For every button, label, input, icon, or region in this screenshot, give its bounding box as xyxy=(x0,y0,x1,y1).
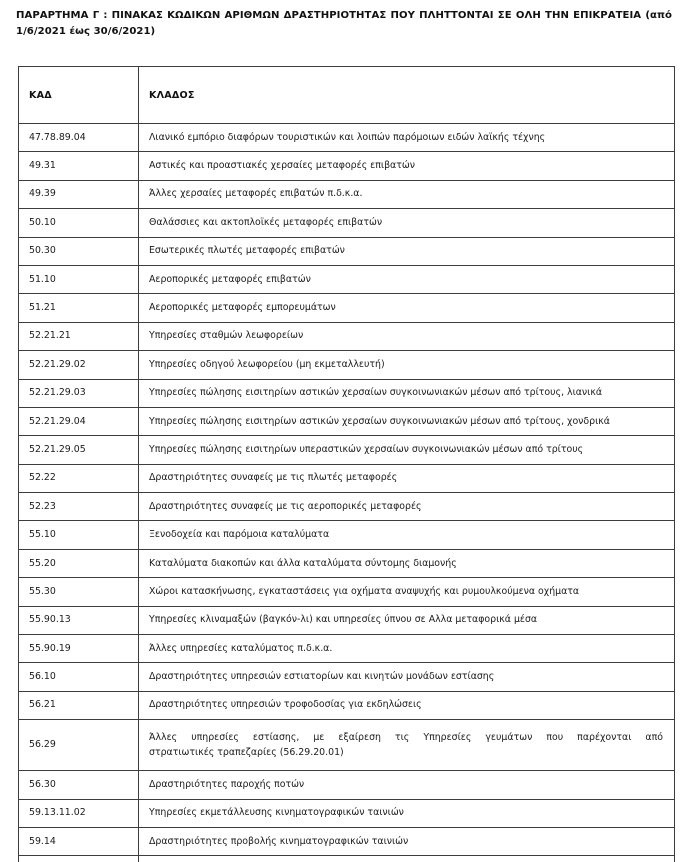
cell-branch-description: Υπηρεσίες κλιναμαξών (βαγκόν-λι) και υπηρεσίες ύπνου σε Αλλα μεταφορικά μέσα xyxy=(139,606,675,634)
cell-branch-description: Χώροι κατασκήνωσης, εγκαταστάσεις για οχήματα αναψυχής και ρυμουλκούμενα οχήματα xyxy=(139,578,675,606)
cell-kad-code: 55.20 xyxy=(19,549,139,577)
table-row xyxy=(19,180,675,208)
table-row xyxy=(19,379,675,407)
cell-kad-code: 49.31 xyxy=(19,152,139,180)
cell-kad-code: 50.10 xyxy=(19,209,139,237)
table-row xyxy=(19,322,675,350)
table-row xyxy=(19,351,675,379)
cell-kad-code: 52.21.29.04 xyxy=(19,407,139,435)
cell-branch-description: Υπηρεσίες πώλησης εισιτηρίων υπεραστικών χερσαίων συγκοινωνιακών μέσων από τρίτους xyxy=(139,436,675,464)
cell-branch-description: Δραστηριότητες συναφείς με τις πλωτές μεταφορές xyxy=(139,464,675,492)
cell-branch-description: Υπηρεσίες πώλησης εισιτηρίων αστικών χερσαίων συγκοινωνιακών μέσων από τρίτους, λιανικά xyxy=(139,379,675,407)
cell-kad-code: 52.21.29.05 xyxy=(19,436,139,464)
table-header xyxy=(19,67,675,124)
table-body xyxy=(19,124,675,862)
cell-kad-code: 56.10 xyxy=(19,663,139,691)
table-header-row xyxy=(19,67,675,124)
column-header-branch: ΚΛΑΔΟΣ xyxy=(139,67,675,124)
table-row xyxy=(19,827,675,855)
cell-branch-description xyxy=(139,720,675,771)
cell-branch-description: Δραστηριότητες προβολής κινηματογραφικών ταινιών xyxy=(139,827,675,855)
cell-branch-description: Δραστηριότητες συναφείς με τις αεροπορικές μεταφορές xyxy=(139,493,675,521)
table-row-clipped xyxy=(19,856,675,862)
table-row xyxy=(19,493,675,521)
cell-branch-description: Υπηρεσίες οδηγού λεωφορείου (μη εκμεταλλευτή) xyxy=(139,351,675,379)
cell-kad-code: 52.21.21 xyxy=(19,322,139,350)
cell-branch-description: Εσωτερικές πλωτές μεταφορές επιβατών xyxy=(139,237,675,265)
cell-branch-description: Ξενοδοχεία και παρόμοια καταλύματα xyxy=(139,521,675,549)
kad-table xyxy=(18,66,675,862)
cell-kad-code: 56.29 xyxy=(19,720,139,771)
cell-kad-code: 51.21 xyxy=(19,294,139,322)
column-header-code: ΚΑΔ xyxy=(19,67,139,124)
cell-kad-code: 56.30 xyxy=(19,771,139,799)
kad-table-container xyxy=(18,66,674,862)
table-row xyxy=(19,635,675,663)
cell-branch-description: Δραστηριότητες παροχής ποτών xyxy=(139,771,675,799)
table-row xyxy=(19,771,675,799)
cell-branch-description: Υπηρεσίες σταθμών λεωφορείων xyxy=(139,322,675,350)
table-row xyxy=(19,237,675,265)
cell-branch-description: Δραστηριότητες υπηρεσιών εστιατορίων και κινητών μονάδων εστίασης xyxy=(139,663,675,691)
cell-kad-code: 49.39 xyxy=(19,180,139,208)
cell-kad-code: 59.14 xyxy=(19,827,139,855)
cell-branch-description: Υπηρεσίες εκμετάλλευσης κινηματογραφικών ταινιών xyxy=(139,799,675,827)
table-row xyxy=(19,521,675,549)
cell-branch-description xyxy=(139,856,675,862)
cell-kad-code: 55.10 xyxy=(19,521,139,549)
cell-branch-description: Λιανικό εμπόριο διαφόρων τουριστικών και λοιπών παρόμοιων ειδών λαϊκής τέχνης xyxy=(139,124,675,152)
page-title xyxy=(16,8,672,41)
table-row xyxy=(19,436,675,464)
table-row xyxy=(19,578,675,606)
table-row xyxy=(19,606,675,634)
description-line-1: Άλλες υπηρεσίες εστίασης, με εξαίρεση τις Υπηρεσίες γευμάτων που παρέχονται από xyxy=(149,730,663,745)
cell-kad-code xyxy=(19,856,139,862)
page-title-line-1: ΠΑΡΑΡΤΗΜΑ Γ : ΠΙΝΑΚΑΣ ΚΩΔΙΚΩΝ ΑΡΙΘΜΩΝ ΔΡΑΣΤΗΡΙΟΤΗΤΑΣ ΠΟΥ ΠΛΗΤΤΟΝΤΑΙ ΣΕ ΟΛΗ ΤΗΝ ΕΠΙΚΡΑΤΕΙΑ (από xyxy=(16,8,672,24)
cell-branch-description: Καταλύματα διακοπών και άλλα καταλύματα σύντομης διαμονής xyxy=(139,549,675,577)
table-row xyxy=(19,209,675,237)
table-row xyxy=(19,464,675,492)
cell-branch-description: Θαλάσσιες και ακτοπλοϊκές μεταφορές επιβατών xyxy=(139,209,675,237)
cell-branch-description: Άλλες χερσαίες μεταφορές επιβατών π.δ.κ.α. xyxy=(139,180,675,208)
table-row xyxy=(19,799,675,827)
table-row xyxy=(19,691,675,719)
cell-kad-code: 55.30 xyxy=(19,578,139,606)
table-row xyxy=(19,124,675,152)
cell-branch-description: Δραστηριότητες υπηρεσιών τροφοδοσίας για εκδηλώσεις xyxy=(139,691,675,719)
cell-kad-code: 51.10 xyxy=(19,265,139,293)
table-row xyxy=(19,152,675,180)
cell-branch-description: Αστικές και προαστιακές χερσαίες μεταφορές επιβατών xyxy=(139,152,675,180)
cell-branch-description: Υπηρεσίες πώλησης εισιτηρίων αστικών χερσαίων συγκοινωνιακών μέσων από τρίτους, χονδρικά xyxy=(139,407,675,435)
page-title-line-2: 1/6/2021 έως 30/6/2021) xyxy=(16,24,672,40)
cell-kad-code: 55.90.19 xyxy=(19,635,139,663)
cell-kad-code: 52.22 xyxy=(19,464,139,492)
cell-kad-code: 55.90.13 xyxy=(19,606,139,634)
cell-branch-description: Άλλες υπηρεσίες καταλύματος π.δ.κ.α. xyxy=(139,635,675,663)
table-row xyxy=(19,663,675,691)
cell-kad-code: 52.23 xyxy=(19,493,139,521)
cell-kad-code: 56.21 xyxy=(19,691,139,719)
description-line-2: στρατιωτικές τραπεζαρίες (56.29.20.01) xyxy=(149,745,663,760)
table-row xyxy=(19,720,675,771)
cell-branch-description: Αεροπορικές μεταφορές επιβατών xyxy=(139,265,675,293)
cell-kad-code: 59.13.11.02 xyxy=(19,799,139,827)
cell-kad-code: 52.21.29.03 xyxy=(19,379,139,407)
cell-branch-description: Αεροπορικές μεταφορές εμπορευμάτων xyxy=(139,294,675,322)
table-row xyxy=(19,294,675,322)
table-row xyxy=(19,407,675,435)
table-row xyxy=(19,549,675,577)
cell-kad-code: 52.21.29.02 xyxy=(19,351,139,379)
cell-kad-code: 50.30 xyxy=(19,237,139,265)
table-row xyxy=(19,265,675,293)
cell-kad-code: 47.78.89.04 xyxy=(19,124,139,152)
